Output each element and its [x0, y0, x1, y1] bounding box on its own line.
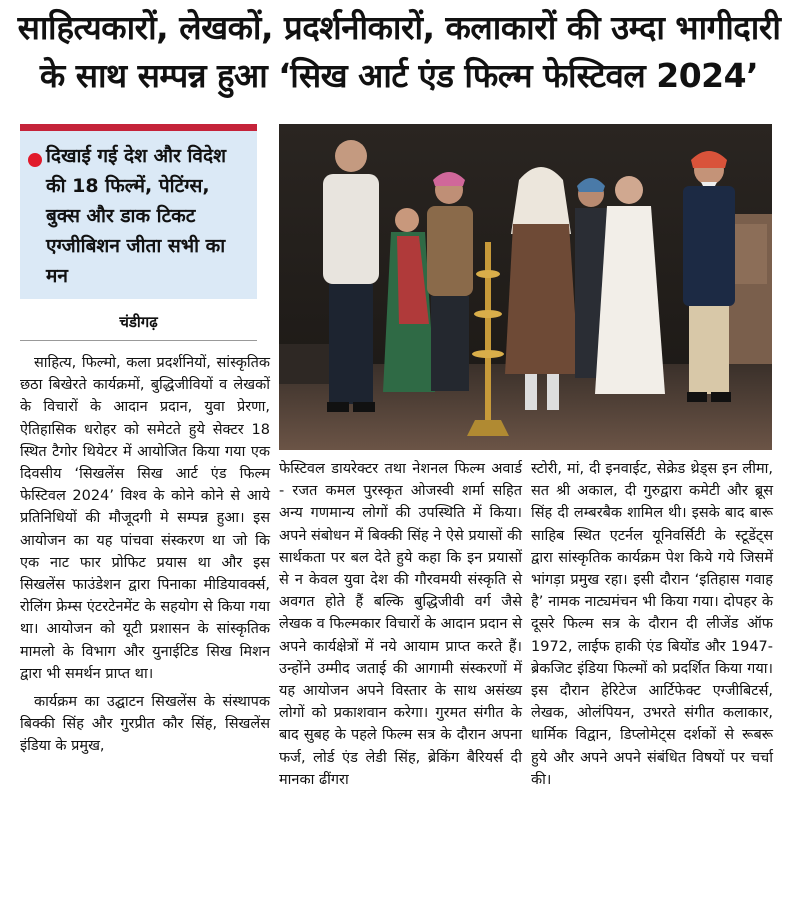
headline-line-1: साहित्यकारों, लेखकों, प्रदर्शनीकारों, कलाकारों की उम्दा भागीदारी [17, 8, 781, 47]
article-paragraph: फेस्टिवल डायरेक्टर तथा नेशनल फिल्म अवार्ड - रजत कमल पुरस्कृत ओजस्वी शर्मा सहित अन्य गणमान्य लोगों की उपस्थिति में किया। अपने संबोधन में बिक्की सिंह ने ऐसे प्रयासों की सार्थकता पर बल देते हुये कहा कि इन प्रयासों से न केवल युवा देश की गौरवमयी संस्कृति से अवगत होते हैं बल्कि बुद्धिजीवी वर्ग जैसे लेखक व फिल्मकार विचारों के आदान प्रदान से अपने कार्यक्षेत्रों में नये आयाम प्राप्त करते हैं। उन्होंने उम्मीद जताई की आगामी संस्करणों में यह आयोजन अपने विस्तार के साथ असंख्य लोगों को प्रकाशवान करेगा। गुरमत संगीत के बाद सुबह के पहले फिल्म सत्र के दौरान अपना फर्ज, लोर्ड एंड लेडी सिंह, ब्रेकिंग बैरियर्स दी मानका ढींगरा [279, 461, 522, 788]
article-column-2 [279, 458, 522, 791]
article-column-1 [20, 352, 270, 758]
article-paragraph: स्टोरी, मां, दी इनवाईट, सेक्रेड थ्रेड्स इन लीमा, सत श्री अकाल, दी गुरुद्वारा कमेटी और ब्रूस सिंह दी लम्बरबैक शामिल थी। इसके बाद बारू साहिब स्थित एटर्नल यूनिवर्सिटी के स्टूडेंट्स द्वारा सांस्कृतिक कार्यक्रम पेश किये गये जिसमें भांगड़ा प्रमुख रहा। इसी दौरान ‘इतिहास गवाह है’ नामक नाट्यमंचन भी किया गया। दोपहर के दूसरे फिल्म सत्र के दौरान दी लीजेंड ऑफ 1972, लाईफ हाकी एंड बियोंड और 1947-ब्रेकजिट इंडिया फिल्मों को प्रदर्शित किया गया। इस दौरान हेरिटेज आर्टिफेक्ट एग्जीबिटर्स, लेखक, ओलंपियन, उभरते संगीत कलाकार, धार्मिक विद्वान, डिप्लोमेट्स दर्शकों से रूबरू हुये और अपने अपने संबंधित विषयों पर चर्चा की। [531, 461, 773, 788]
subheading: दिखाई गई देश और विदेश की 18 फिल्में, पेटिंग्स, बुक्स और डाक टिकट एग्जीबिशन जीता सभी का मन [46, 145, 226, 287]
subheading-box [20, 124, 257, 299]
article-column-3 [531, 458, 773, 791]
headline [14, 4, 784, 100]
event-photo [279, 124, 772, 450]
article-paragraph: कार्यक्रम का उद्घाटन सिखलेंस के संस्थापक बिक्की सिंह और गुरप्रीत कौर सिंह, सिखलेंस इंडिया के प्रमुख, [20, 694, 270, 755]
headline-line-2: के साथ सम्पन्न हुआ ‘सिख आर्ट एंड फिल्म फेस्टिवल 2024’ [39, 56, 759, 95]
bullet-icon [28, 153, 42, 167]
dateline-rule [20, 340, 257, 341]
lamp-lighting-photo [279, 124, 772, 450]
dateline: चंडीगढ़ [119, 313, 158, 331]
article-paragraph: साहित्य, फिल्मो, कला प्रदर्शनियों, सांस्कृतिक छठा बिखेरते कार्यक्रमों, बुद्धिजीवियों व लेखकों के विचारों के आदान प्रदान, युवा प्रेरणा, ऐतिहासिक धरोहर को समेटते हुये सेक्टर 18 स्थित टैगोर थियेटर में आयोजित किया गया एक दिवसीय ‘सिखलेंस सिख आर्ट एंड फिल्म फेस्टिवल 2024’ विश्व के कोने कोने से आये प्रतिनिधियों की मौजूदगी मे सम्पन्न हुआ। इस आयोजन का यह पांचवा संस्करण था जो कि एक नाट फार प्रोफिट प्रयास था और इस सिखलेंस फाउंडेशन द्वारा पिनाका मीडियावर्क्स, रोलिंग फ्रेम्स एंटरटेनमेंट के सहयोग से किया गया था। आयोजन को यूटी प्रशासन के सांस्कृतिक मामलो के विभाग और युनाईटिड सिख मिशन द्वारा भी समर्थन प्राप्त था। [20, 355, 270, 682]
